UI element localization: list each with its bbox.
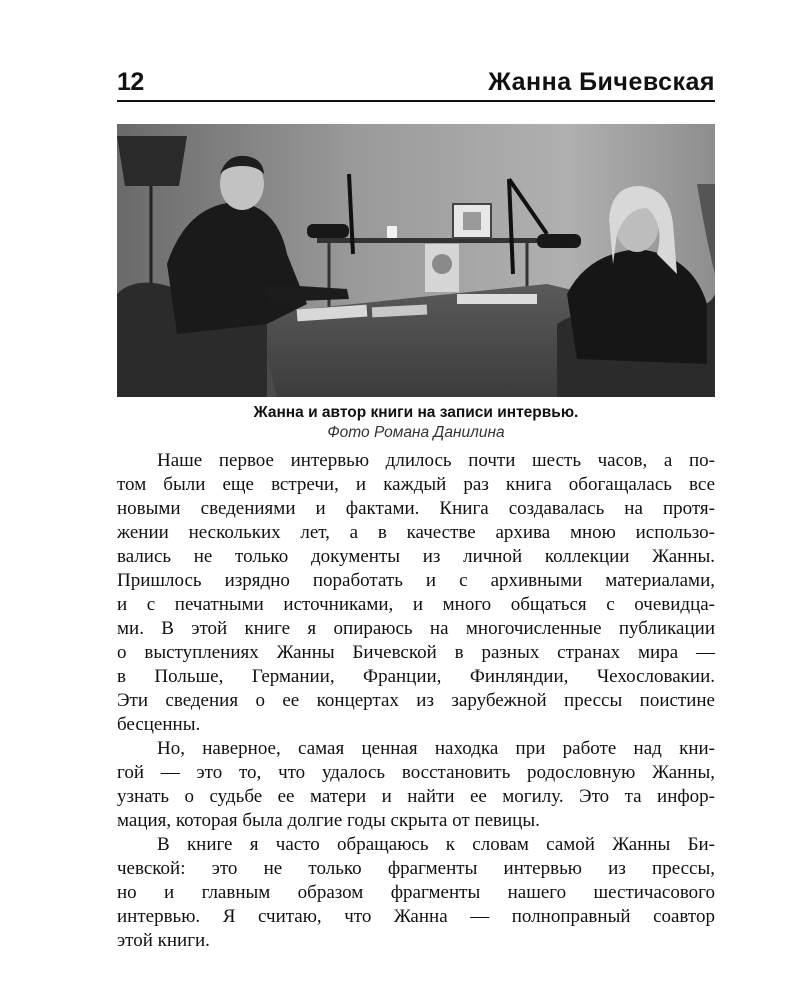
body-text xyxy=(117,449,715,953)
caption-text: Жанна и автор книги на записи интервью. xyxy=(253,404,579,421)
text-line: гой — это то, что удалось восстановить родословную Жанны, xyxy=(117,762,715,783)
text-line: этой книги. xyxy=(117,930,210,951)
text-line: чевской: это не только фрагменты интервью из прессы, xyxy=(117,858,715,879)
page-number: 12 xyxy=(117,68,144,96)
page-header xyxy=(117,60,715,102)
paragraph-1 xyxy=(117,449,715,737)
text-line: Но, наверное, самая ценная находка при работе над кни- xyxy=(157,738,715,759)
text-line: интервью. Я считаю, что Жанна — полноправный соавтор xyxy=(117,906,715,927)
paragraph-3 xyxy=(117,833,715,953)
running-title: Жанна Бичевская xyxy=(488,68,715,96)
text-line: Пришлось изрядно поработать и с архивными материалами, xyxy=(117,570,715,591)
photo-caption xyxy=(117,403,715,443)
text-line: В книге я часто обращаюсь к словам самой Жанны Би- xyxy=(157,834,715,855)
text-line: мация, которая была долгие годы скрыта от певицы. xyxy=(117,810,540,831)
text-line: жении нескольких лет, а в качестве архива мною использо- xyxy=(117,522,715,543)
text-line: о выступлениях Жанны Бичевской в разных странах мира — xyxy=(117,642,715,663)
photo-credit: Фото Романа Данилина xyxy=(327,424,505,441)
text-line: Наше первое интервью длилось почти шесть часов, а по- xyxy=(157,450,715,471)
interview-photo xyxy=(117,124,715,397)
text-line: и с печатными источниками, и много общаться с очевидца- xyxy=(117,594,715,615)
text-line: бесценны. xyxy=(117,714,201,735)
text-line: узнать о судьбе ее матери и найти ее могилу. Это та инфор- xyxy=(117,786,715,807)
paragraph-2 xyxy=(117,737,715,833)
text-line: вались не только документы из личной коллекции Жанны. xyxy=(117,546,715,567)
text-line: в Польше, Германии, Франции, Финляндии, Чехословакии. xyxy=(117,666,715,687)
text-line: Эти сведения о ее концертах из зарубежной прессы поистине xyxy=(117,690,715,711)
text-line: новыми сведениями и фактами. Книга создавалась на протя- xyxy=(117,498,715,519)
text-line: том были еще встречи, и каждый раз книга обогащалась все xyxy=(117,474,715,495)
text-line: ми. В этой книге я опираюсь на многочисленные публикации xyxy=(117,618,715,639)
text-line: но и главным образом фрагменты нашего шестичасового xyxy=(117,882,715,903)
